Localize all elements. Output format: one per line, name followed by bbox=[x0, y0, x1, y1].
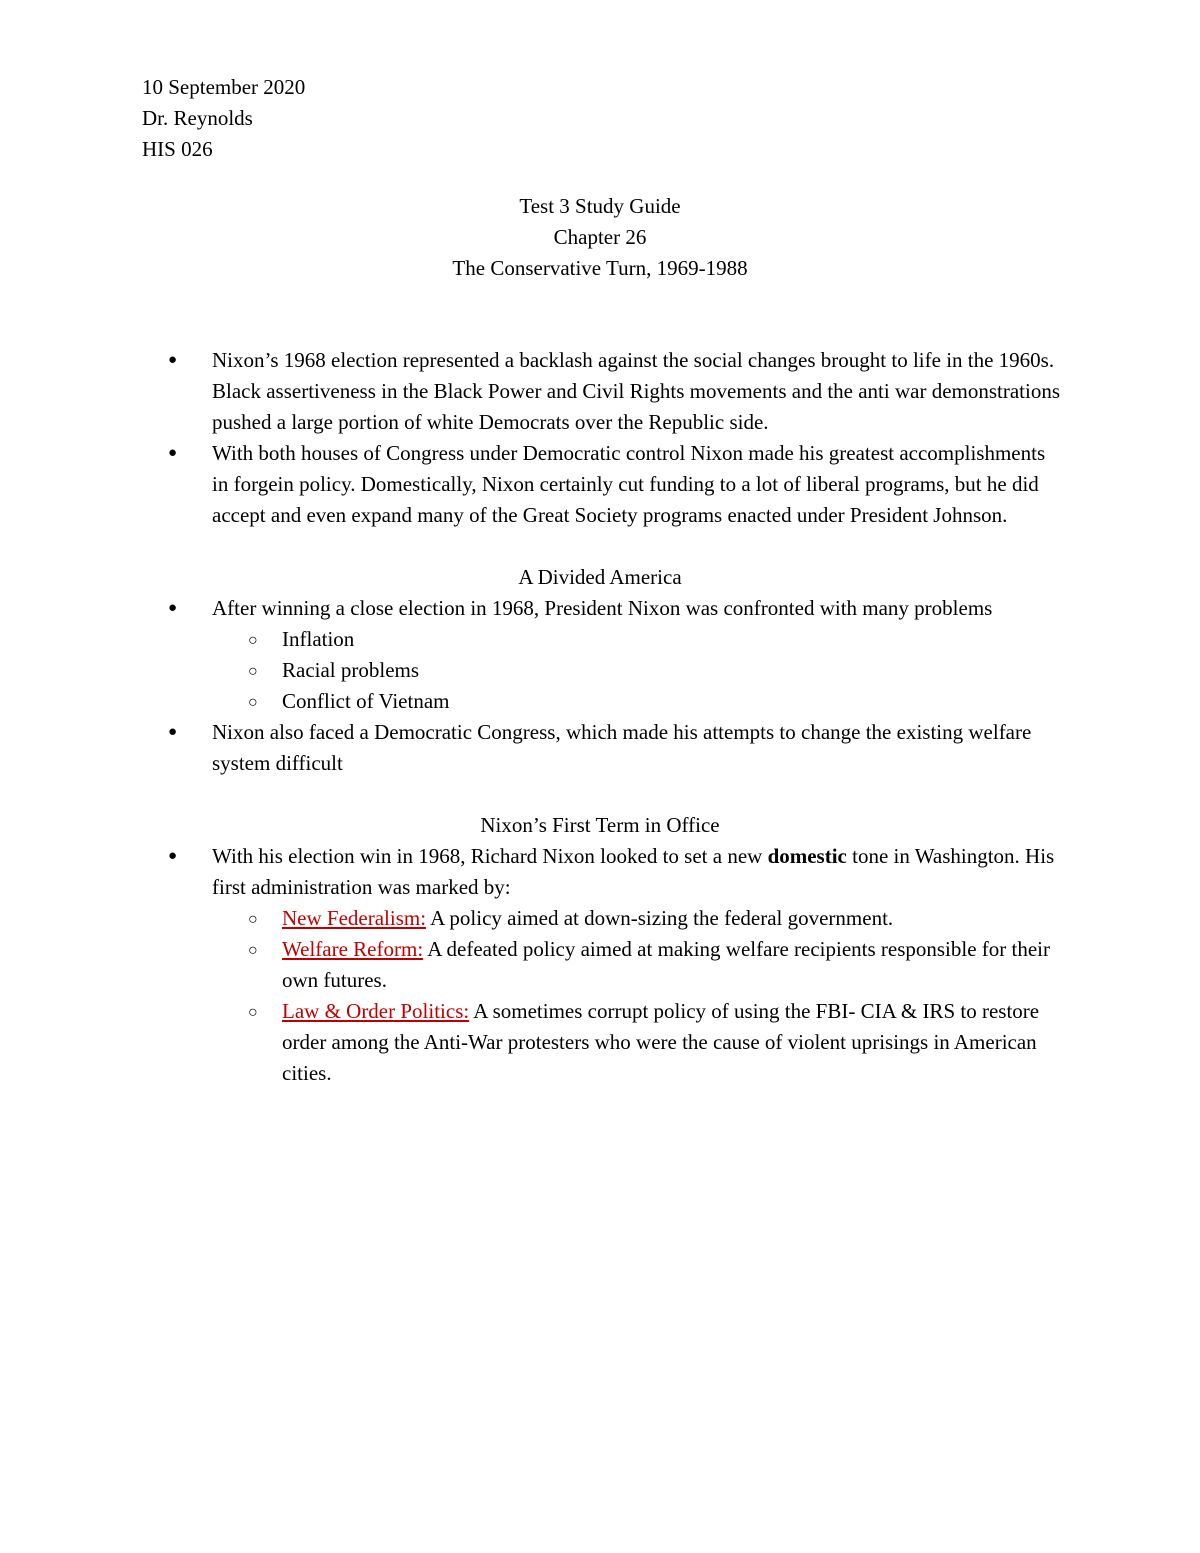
header-instructor: Dr. Reynolds bbox=[142, 106, 253, 130]
bullet-text: With both houses of Congress under Democratic control Nixon made his greatest accomplishments in forgein policy. Domestically, Nixon certainly cut funding to a lot of liberal programs, but he did accept and even expand many of the Great Society programs enacted under President Johnson. bbox=[212, 441, 1046, 527]
bullet-icon: ● bbox=[168, 600, 178, 616]
sub-list-item bbox=[142, 655, 1062, 686]
bullet-text: Nixon also faced a Democratic Congress, which made his attempts to change the existing welfare system difficult bbox=[212, 720, 1032, 775]
spacer bbox=[142, 779, 1062, 810]
bullet-text-pre: With his election win in 1968, Richard Nixon looked to set a new bbox=[212, 844, 768, 868]
policy-description: A policy aimed at down-sizing the federal government. bbox=[426, 906, 894, 930]
list-item bbox=[142, 438, 1062, 531]
policy-term: New Federalism: bbox=[282, 906, 427, 930]
sub-list-item bbox=[142, 903, 1062, 934]
sub-item-text: Conflict of Vietnam bbox=[282, 689, 450, 713]
sub-item-text: Racial problems bbox=[282, 658, 420, 682]
policy-term: Law & Order Politics: bbox=[282, 999, 470, 1023]
header-course: HIS 026 bbox=[142, 137, 213, 161]
list-item bbox=[142, 593, 1062, 624]
header-date: 10 September 2020 bbox=[142, 75, 306, 99]
sub-list-item bbox=[142, 686, 1062, 717]
circle-bullet-icon: ○ bbox=[248, 911, 258, 928]
bullet-icon: ● bbox=[168, 445, 178, 461]
circle-bullet-icon: ○ bbox=[248, 632, 258, 649]
bullet-text-post: tone in Washington. His first administration was marked by: bbox=[212, 844, 1055, 899]
sub-list-item bbox=[142, 996, 1062, 1089]
list-item bbox=[142, 717, 1062, 779]
document-body bbox=[142, 345, 1062, 1089]
policy-term: Welfare Reform: bbox=[282, 937, 424, 961]
sub-item-text: Inflation bbox=[282, 627, 355, 651]
circle-bullet-icon: ○ bbox=[248, 1004, 258, 1021]
title-block bbox=[0, 191, 1200, 284]
bullet-text: After winning a close election in 1968, President Nixon was confronted with many problems bbox=[212, 596, 993, 620]
list-item bbox=[142, 345, 1062, 438]
spacer bbox=[142, 531, 1062, 562]
sub-list-item bbox=[142, 624, 1062, 655]
section-heading: A Divided America bbox=[518, 565, 682, 589]
bullet-icon: ● bbox=[168, 848, 178, 864]
bullet-text: Nixon’s 1968 election represented a backlash against the social changes brought to life in the 1960s. Black assertiveness in the Black Power and Civil Rights movements and the anti war demonstrations pushed a large portion of white Democrats over the Republic side. bbox=[212, 348, 1061, 434]
policy-description: A defeated policy aimed at making welfare recipients responsible for their own futures. bbox=[282, 937, 1051, 992]
document-header bbox=[142, 72, 305, 165]
bullet-icon: ● bbox=[168, 724, 178, 740]
document-title: Test 3 Study Guide bbox=[519, 194, 681, 218]
circle-bullet-icon: ○ bbox=[248, 663, 258, 680]
circle-bullet-icon: ○ bbox=[248, 942, 258, 959]
policy-description: A sometimes corrupt policy of using the FBI- CIA & IRS to restore order among the Anti-War protesters who were the cause of violent uprisings in American cities. bbox=[282, 999, 1040, 1085]
circle-bullet-icon: ○ bbox=[248, 694, 258, 711]
chapter-title: The Conservative Turn, 1969-1988 bbox=[452, 256, 748, 280]
section-heading: Nixon’s First Term in Office bbox=[480, 813, 720, 837]
list-item bbox=[142, 841, 1062, 903]
chapter-label: Chapter 26 bbox=[553, 225, 647, 249]
bold-keyword: domestic bbox=[767, 844, 847, 868]
bullet-icon: ● bbox=[168, 352, 178, 368]
sub-list-item bbox=[142, 934, 1062, 996]
